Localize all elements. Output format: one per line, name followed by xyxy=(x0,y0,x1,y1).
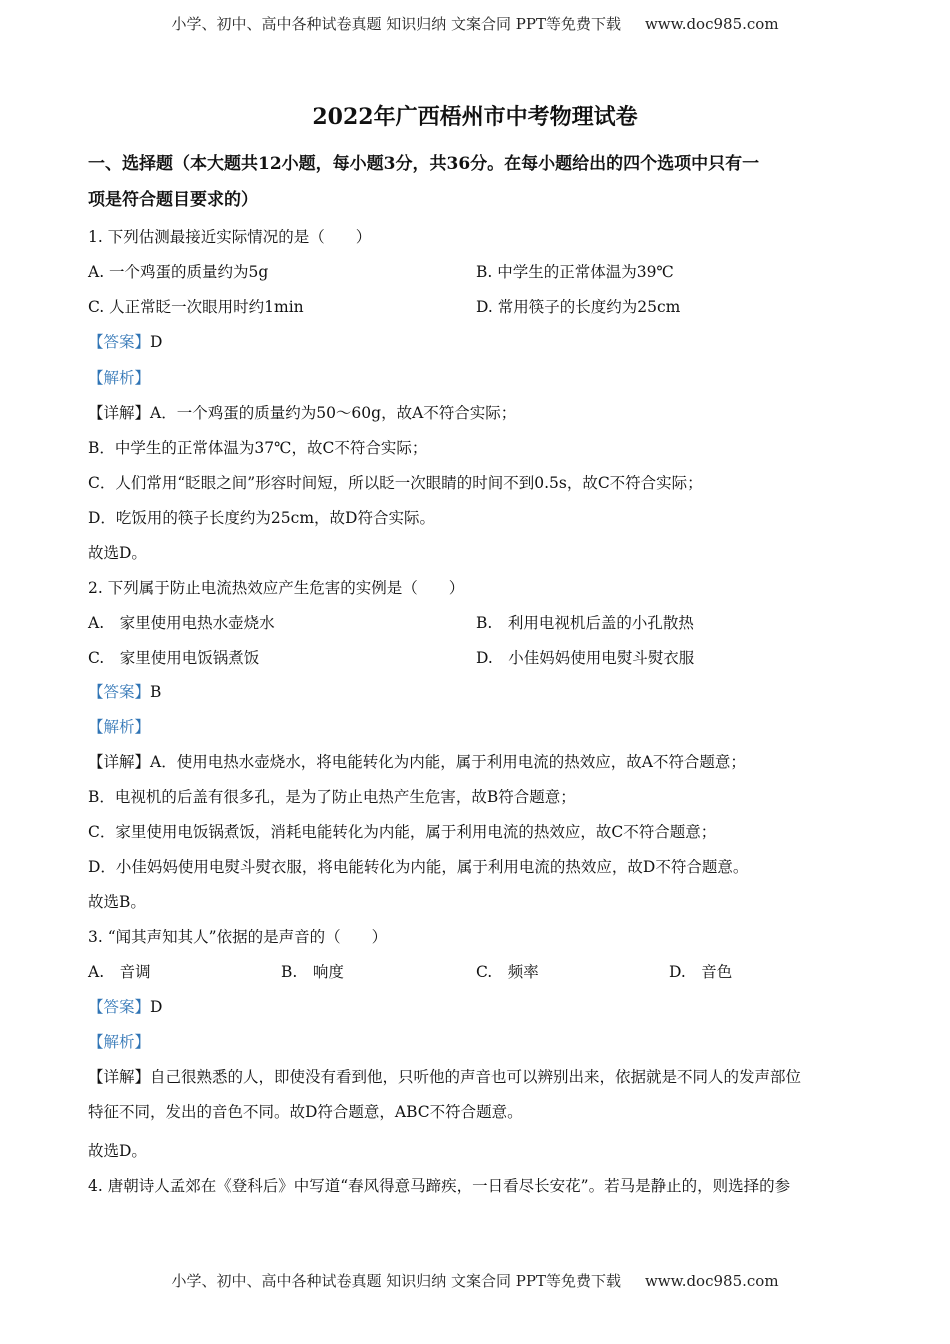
q2-explain-4: D．小佳妈妈使用电熨斗熨衣服，将电能转化为内能，属于利用电流的热效应，故D不符合题意。 xyxy=(88,858,749,876)
q1-answer xyxy=(88,332,162,352)
q3-option-a: A. 音调 xyxy=(88,963,151,981)
explain-text: A．一个鸡蛋的质量约为50～60g，故A不符合实际； xyxy=(150,404,517,422)
q2-explain-1 xyxy=(88,752,746,772)
q2-option-b: B. 利用电视机后盖的小孔散热 xyxy=(476,614,694,632)
q1-explain-3: C．人们常用“眨眼之间”形容时间短，所以眨一次眼睛的时间不到0.5s，故C不符合实际； xyxy=(88,474,703,492)
q1-explain-4: D．吃饭用的筷子长度约为25cm，故D符合实际。 xyxy=(88,509,435,527)
section-heading-line2: 项是符合题目要求的） xyxy=(88,190,258,210)
answer-value: B xyxy=(150,683,162,701)
detail-tag: 【详解】 xyxy=(88,753,151,771)
q1-option-c: C. 人正常眨一次眼用时约1min xyxy=(88,298,304,316)
q2-option-a: A. 家里使用电热水壶烧水 xyxy=(88,614,275,632)
q2-explain-3: C．家里使用电饭锅煮饭，消耗电能转化为内能，属于利用电流的热效应，故C不符合题意； xyxy=(88,823,717,841)
q1-option-d: D. 常用筷子的长度约为25cm xyxy=(476,298,681,316)
q1-option-a: A. 一个鸡蛋的质量约为5g xyxy=(88,263,269,281)
q4-stem: 4. 唐朝诗人孟郊在《登科后》中写道“春风得意马蹄疾，一日看尽长安花”。若马是静止的，则选择的参 xyxy=(88,1177,791,1195)
q2-option-c: C. 家里使用电饭锅煮饭 xyxy=(88,649,260,667)
q1-conclusion: 故选D。 xyxy=(88,544,147,562)
q2-option-d: D. 小佳妈妈使用电熨斗熨衣服 xyxy=(476,649,695,667)
header-site: www.doc985.com xyxy=(644,15,779,33)
q1-stem: 1. 下列估测最接近实际情况的是（ ） xyxy=(88,228,372,246)
q2-explain-2: B．电视机的后盖有很多孔，是为了防止电热产生危害，故B符合题意； xyxy=(88,788,576,806)
q3-option-c: C. 频率 xyxy=(476,963,539,981)
q2-stem: 2. 下列属于防止电流热效应产生危害的实例是（ ） xyxy=(88,579,465,597)
q1-analysis-tag: 【解析】 xyxy=(88,369,151,387)
q1-explain-2: B．中学生的正常体温为37℃，故C不符合实际； xyxy=(88,439,428,457)
q1-explain-1 xyxy=(88,403,516,423)
explain-text: 自己很熟悉的人，即使没有看到他，只听他的声音也可以辨别出来，依据就是不同人的发声部位 xyxy=(150,1068,802,1086)
q3-analysis-tag: 【解析】 xyxy=(88,1033,151,1051)
q3-explain-2: 特征不同，发出的音色不同。故D符合题意，ABC不符合题意。 xyxy=(88,1103,523,1121)
footer-site: www.doc985.com xyxy=(644,1272,779,1290)
footer-text: 小学、初中、高中各种试卷真题 知识归纳 文案合同 PPT等免费下载 xyxy=(171,1272,621,1290)
header-text: 小学、初中、高中各种试卷真题 知识归纳 文案合同 PPT等免费下载 xyxy=(171,15,621,33)
q3-stem: 3. “闻其声知其人”依据的是声音的（ ） xyxy=(88,928,388,946)
explain-text: A．使用电热水壶烧水，将电能转化为内能，属于利用电流的热效应，故A不符合题意； xyxy=(150,753,746,771)
q3-answer xyxy=(88,997,162,1017)
q3-conclusion: 故选D。 xyxy=(88,1142,147,1160)
detail-tag: 【详解】 xyxy=(88,1068,151,1086)
answer-tag: 【答案】 xyxy=(88,683,151,701)
q1-option-b: B. 中学生的正常体温为39℃ xyxy=(476,263,674,281)
q2-answer xyxy=(88,682,161,702)
q3-explain-1 xyxy=(88,1067,801,1087)
answer-value: D xyxy=(150,998,163,1016)
page-title: 2022年广西梧州市中考物理试卷 xyxy=(312,104,638,130)
detail-tag: 【详解】 xyxy=(88,404,151,422)
q3-option-d: D. 音色 xyxy=(669,963,733,981)
page-footer xyxy=(0,1270,950,1291)
answer-value: D xyxy=(150,333,163,351)
q2-analysis-tag: 【解析】 xyxy=(88,718,151,736)
q2-conclusion: 故选B。 xyxy=(88,893,146,911)
q3-option-b: B. 响度 xyxy=(281,963,344,981)
page-header xyxy=(0,13,950,34)
answer-tag: 【答案】 xyxy=(88,998,151,1016)
section-heading-line1: 一、选择题（本大题共12小题，每小题3分，共36分。在每小题给出的四个选项中只有一 xyxy=(88,154,760,174)
answer-tag: 【答案】 xyxy=(88,333,151,351)
